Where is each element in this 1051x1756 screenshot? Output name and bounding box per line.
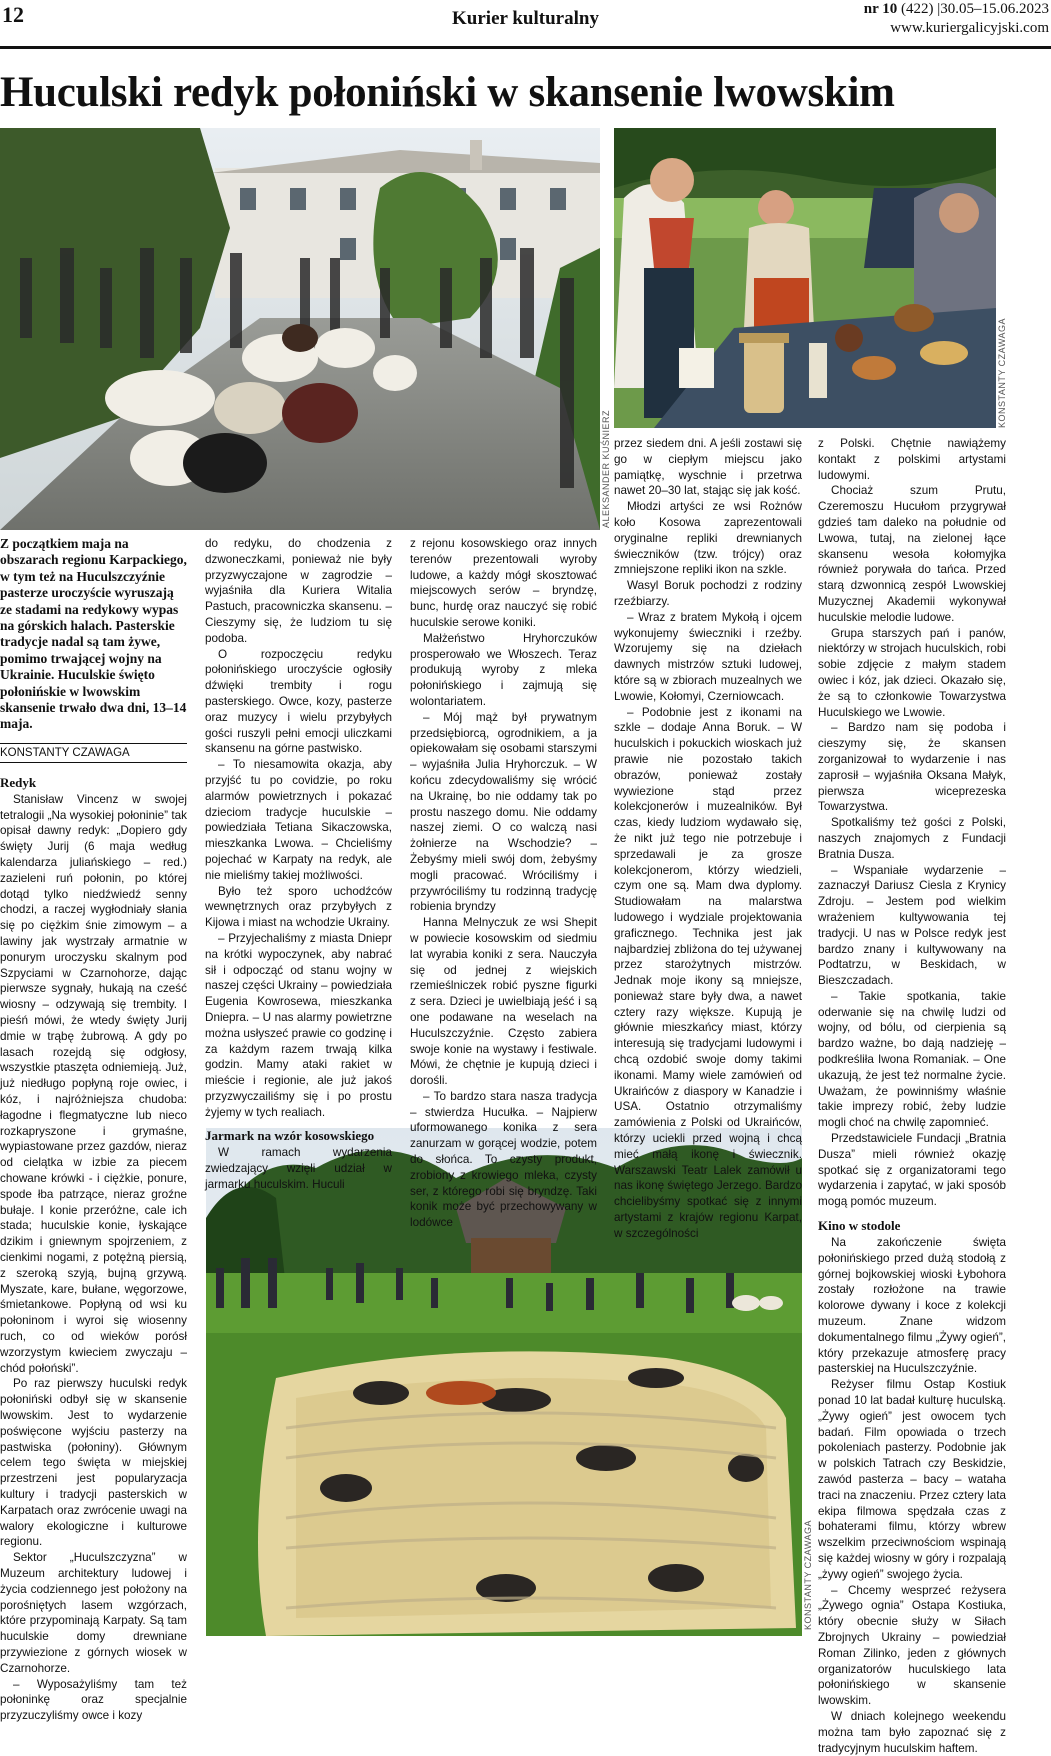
col1-paragraph: Sektor „Huculszczyzna” w Muzeum architektury ludowej i życia codziennego jest położony na porośniętych lasem wzgórzach, które przypominają Karpaty. Są tam huculskie domy drewniane przywiezione z górnych wiosek w Czarnohorze. <box>0 1551 187 1675</box>
col2-paragraph: – To niesamowita okazja, aby przyjść tu po covidzie, po roku alarmów powietrznych i pokazać dzieciom tradycje huculskie – powiedziała Tetiana Sikaczowska, mieszkanka Lwowa. – Chcieliśmy pojechać w Karpaty na redyk, ale nie mieliśmy takiej możliwości. <box>205 758 392 882</box>
col4-paragraph: – Wraz z bratem Mykołą i ojcem wykonujemy świeczniki i rzeźby. Wzorujemy się na dziełach dawnych mistrzów sztuki ludowej, które są w zbiorach muzealnych we Lwowie, Kołomyi, Czerniowcach. <box>614 610 802 703</box>
col3-paragraph: Hanna Melnyczuk ze wsi Shepit w powiecie kosowskim od siedmiu lat wyrabia koniki z sera. Nauczyła się od jednej z wiejskich rzemieślniczek robić pyszne figurki z sera. Dzieci je uwielbiają jeść i są one podawane na weselach na Huculszczyźnie. Często zabiera swoje konie na wystawy i festiwale. Mówi, że chętnie je kupują dzieci i dorośli. <box>410 916 597 1088</box>
col5-paragraph: z Polski. Chętnie nawiążemy kontakt z polskimi artystami ludowymi. <box>818 437 1006 482</box>
issue-label: nr 10 <box>863 1 898 17</box>
col5-paragraph: Spotkaliśmy też gości z Polski, naszych znajomych z Fundacji Bratnia Dusza. <box>818 816 1006 861</box>
column-5 <box>818 436 1006 1755</box>
col2-paragraph: O rozpoczęciu redyku połonińskiego uroczyście ogłosiły dźwięki trembity i rogu pasterskiego. Owce, kozy, pasterze oraz muzycy i wielu przybyłych gości ruszyli pełni emocji uliczkami skansenu na górne pastwisko. <box>205 647 392 756</box>
col1-paragraph: – Wyposażyliśmy tam też połoninkę oraz specjalnie przyzuczyliśmy owce i kozy <box>0 1677 187 1723</box>
col5-paragraph: – Wspaniałe wydarzenie – zaznaczył Dariusz Ciesla z Krynicy Zdroju. – Jestem pod wielkim wrażeniem kultywowania tej tradycji. U nas w Polsce redyk jest bardzo znany i kultywowany na Podtatrzu, w Beskidach, w Bieszczadach. <box>818 863 1006 988</box>
sheep-photo-credit: ALEKSANDER KUŚNIERZ <box>601 409 611 528</box>
col4-paragraph: – Podobnie jest z ikonami na szkle – dodaje Anna Boruk. – W huculskich i pokuckich wioskach już prawie nie pozostało takich obrazów, ponieważ zostały wywiezione stąd przez kolekcjonerów i muzealników. Był czas, kiedy ludziom wydawało się, że nikt już tego nie potrzebuje i sprzedawali je za grosze kolekcjonerom, którzy wiedzieli, czym one są. Mam dwa dyplomy. Studiowałam na malarstwa ludowego i wydziale projektowania graficznego. Technika jest jak najbardziej zbliżona do tej używanej przez starożytnych mistrzów. Jednak moje ikony są mniejsze, ponieważ stare były dwa, a nawet cztery razy większe. Kupują je głównie mieszkańcy miast, którzy interesują się tradycjami ludowymi i chcą ozdobić swoje domy takimi ikonami. Mamy wiele zamówień od Ukraińców z diaspory w Kanadzie i USA. Ostatnio otrzymaliśmy zamówienia z Polski od Ukraińców, którzy uciekli przed wojną i chcą mieć małą ikonę i świecznik. Warszawski Teatr Lalek zamówił u nas ikonę świętego Jerzego. Bardzo chcielibyśmy spotkać się z innymi artystami z krajów regionu Karpat, w szczególności <box>614 705 802 1240</box>
lead-paragraph: Z początkiem maja na obszarach regionu Karpackiego, w tym też na Huculszczyźnie pasterze uroczyście wyruszają ze stadami na redykowy wypas na górskich halach. Pasterskie tradycje nadal są tam żywe, pomimo trwającej wojny na Ukrainie. Huculskie święto połonińskie w lwowskim skansenie trwało dwa dni, 13–14 maja. <box>0 536 187 732</box>
col5-paragraph: Przedstawiciele Fundacji „Bratnia Dusza” mieli również okazję spotkać się z organizatorami tego wydarzenia i zapytać, w jaki sposób mogą pomóc muzeum. <box>818 1132 1006 1209</box>
col2-paragraph: do redyku, do chodzenia z dzwoneczkami, ponieważ nie były przyzwyczajone w zagrodzie – wyjaśniła dla Kuriera Witalia Pastuch, pracowniczka skansenu. – Cieszymy się, że ludziom tu się podoba. <box>205 537 392 645</box>
col4-paragraph: Młodzi artyści ze wsi Rożnów koło Kosowa zaprezentowali oryginalne repliki drewnianych świeczników (tzw. trójcy) oraz zmniejszone repliki ikon na szkle. <box>614 500 802 577</box>
folk-artists-photo <box>614 128 996 428</box>
column-1 <box>0 536 187 1723</box>
col4-paragraph: Wasyl Boruk pochodzi z rodziny rzeźbiarzy. <box>614 579 802 608</box>
col5-paragraph: Na zakończenie święta połonińskiego przed dużą stodołą z górnej bojkowskiej wioski Łybohora zostały rozłożone na trawie kolorowe dywany i koce z kolekcji muzeum. Znane widzom dokumentalnego filmu „Żywy ogień”, który przekazuje atmosferę pracy pasterskiej na Huculszczyźnie. <box>818 1236 1006 1376</box>
col3-paragraph: Małżeństwo Hryhorczuków prosperowało we Włoszech. Teraz produkują wyroby z mleka połonińskiego i zajmują się wolontariatem. <box>410 631 597 708</box>
col2-paragraph: – Przyjechaliśmy z miasta Dniepr na krótki wypoczynek, aby nabrać sił i odpocząć od stanu wojny w naszej części Ukrainy – powiedziała Eugenia Kowrosewa, mieszkanka Dniepra. – U nas alarmy powietrzne można usłyszeć prawie co godzinę i za każdym razem trwają kilka godzin. Mamy ataki rakiet w mieście i regionie, ale już jakoś przyzwyczailiśmy się i po prostu żyjemy w tych realiach. <box>205 931 392 1119</box>
column-4 <box>614 436 802 1240</box>
col3-paragraph: z rejonu kosowskiego oraz innych terenów prezentowali wyroby ludowe, a każdy mógł skosztować miejscowych serów – bryndzę, bunc, hurdę oraz nauczyć się robić huculskie serowe koniki. <box>410 537 597 629</box>
byline: KONSTANTY CZAWAGA <box>0 743 187 763</box>
issue-dates: |30.05–15.06.2023 <box>937 1 1049 17</box>
issue-info <box>864 0 1049 38</box>
col5-paragraph: – Takie spotkania, takie oderwanie się na chwilę ludzi od wojny, od bólu, od cierpienia są bardzo ważne, bo dają nadzieję – podkreśliła Iwona Romaniak. – One ukazują, że jest też normalne życie. Uważam, że powinniśmy właśnie takie imprezy robić, żeby ludzie mogli choć na chwilę zapomnieć. <box>818 989 1006 1130</box>
col5-paragraph: Reżyser filmu Ostap Kostiuk ponad 10 lat badał kulturę huculską. „Żywy ogień” jest owocem tych badań. Film opowiada o trzech pokoleniach pasterzy. Podobnie jak w polskich Tatrach czy Beskidzie, zawód pasterza – bacy – wataha traci na znaczeniu. Przez cztery lata ekipa filmowa spędzała czas z bohaterami filmu, którzy wbrew wszelkim przeciwnościom wspinają się każdej wiosny w góry i rozpalają „żywy ogień” swojego życia. <box>818 1378 1006 1581</box>
subhead-kino: Kino w stodole <box>818 1218 901 1234</box>
col2-paragraph: Było też sporo uchodźców wewnętrznych oraz przybyłych z Kijowa i miast na wchodzie Ukrainy. <box>205 884 392 930</box>
column-2 <box>205 536 392 1192</box>
meadow-photo-credit: KONSTANTY CZAWAGA <box>803 1519 813 1630</box>
subhead-jarmark: Jarmark na wzór kosowskiego <box>205 1128 375 1144</box>
page-number: 12 <box>2 2 24 27</box>
col1-paragraph: Stanisław Vincenz w swojej tetralogii „Na wysokiej połoninie” tak opisał dawny redyk: „Dopiero gdy święty Jurij (6 maja według kalendarza juliańskiego – red.) zazieleni ruń połonin, po której dotąd tylko niedźwiedź senny chodzi, a raczej wygłodniały słania się po ciężkim śnie zimowym – a lawiny jak wystrzały armatnie w ponurym uroczysku skalnym pod Szpyciami w Czarnohorze, dając pierwsze sygnały, hukają na cześć wiosny – odzywają się trembity. I pieśń mówi, że wtedy święty Jurij dmie w trąbę żubrową. A gdy po lasach rozejdą się odgłosy, wszystkie ptaszęta odniemieją. Już, już niedługo popłyną roje owiec, i kóz, i najróżniejsza chudoba: łagodne i flegmatyczne lub nieco rozkapryszone i grymaśne, wypiastowane przez gazdów, nieraz od cielątka w izbie za piecem chowane krówki - i ciężkie, ponure, spode łba patrzące, nieraz groźne bułaje. I konie przeróżne, cale ich stada; huculskie konie, łyskające dzikim i gniewnym spojrzeniem, z cienkimi nogami, z potężną piersią, z szeroką szyją, bujną grzywą. Myszate, kare, bułane, węgorzowe, śmietankowe. Popłyną od wsi ku połoninom i wyroi się wiosenny ruch, co od wieków porósł wzorzystym kwieciem zwyczaju – chód połoński”. <box>0 792 187 1375</box>
page-header <box>0 0 1051 49</box>
folk-photo-credit: KONSTANTY CZAWAGA <box>997 317 1007 428</box>
col5-paragraph: W dniach kolejnego weekendu można tam było zapoznać się z tradycyjnym huculskim haftem. <box>818 1709 1006 1755</box>
col5-paragraph: – Bardzo nam się podoba i cieszymy się, że skansen zorganizował to wydarzenie i nas zaprosił – wyjaśniła Oksana Małyk, pierwsza wiceprezeska Towarzystwa. <box>818 721 1006 814</box>
col5-paragraph: Grupa starszych pań i panów, niektórzy w strojach huculskich, robi sobie zdjęcie z małym stadem owiec i kóz, jak dzieci. Okazało się, że są to członkowie Towarzystwa Huculskiego we Lwowie. <box>818 626 1006 719</box>
sheep-photo <box>0 128 600 530</box>
col3-paragraph: – Mój mąż był prywatnym przedsiębiorcą, ogrodnikiem, a ja opiekowałam się osobami starszymi – wyjaśniła Julia Hryhorczuk. – W końcu zdecydowaliśmy się wrócić na Ukrainę, bo nie oddamy tak po prostu naszego domu. Nie oddamy naszej ziemi. O co walczą nasi żołnierze na Wschodzie? – Żebyśmy mieli swój dom, żebyśmy mogli pracować. Wróciliśmy i przywróciliśmy tu rodzinną tradycję robienia bryndzy <box>410 710 597 914</box>
section-title: Kurier kulturalny <box>452 8 599 29</box>
col3-paragraph: – To bardzo stara nasza tradycja – stwierdza Hucułka. – Najpierw uformowanego konika z sera zanurzam w gorącej wodzie, potem do słońca. To czysty produkt, zrobiony z krowiego mleka, czysty ser, z którego robi się bryndzę. Taki konik może być przechowywany w lodówce <box>410 1089 597 1230</box>
column-3 <box>410 536 597 1230</box>
issue-number: (422) <box>900 1 934 17</box>
col1-paragraph: Po raz pierwszy huculski redyk połoniński odbył się w skansenie lwowskim. Jest to wydarzenie poświęcone wyjściu pasterzy na pastwiska (połoniny). Głównym celem tego święta w miejskiej przestrzeni jest popularyzacja kultury i tradycji pasterskich w Karpatach oraz zwrócenie uwagi na walory ekologiczne i kulturowe regionu. <box>0 1377 187 1549</box>
subhead-redyk: Redyk <box>0 774 37 790</box>
col2-paragraph: W ramach wydarzenia zwiedzający wzięli udział w jarmarku huculskim. Huculi <box>205 1146 392 1192</box>
col5-paragraph: – Chcemy wesprzeć reżysera „Żywego ognia” Ostapa Kostiuka, który obecnie służy w Siłach Zbrojnych Ukrainy – powiedział Roman Zilinko, jeden z głównych organizatorów huculskiego lata połonińskiego w skansenie lwowskim. <box>818 1583 1006 1708</box>
website[interactable]: www.kuriergalicyjski.com <box>890 20 1049 36</box>
headline: Huculski redyk połoniński w skansenie lwowskim <box>0 69 895 116</box>
col4-paragraph: przez siedem dni. A jeśli zostawi się go w ciepłym miejscu jako pamiątkę, wyschnie i przetrwa nawet 20–30 lat, stając się jak kość. <box>614 437 802 498</box>
col5-paragraph: Chociaż szum Prutu, Czeremoszu Hucułom przygrywał gdzieś tam daleko na południe od Lwowa, tutaj, na zielonej łące skansenu wesoła kołomyjka również porywała do tańca. Przed starą dzwonnicą zespół Lwowskiej Muzycznej Akademii wykonywał huculskie melodie ludowe. <box>818 484 1006 624</box>
